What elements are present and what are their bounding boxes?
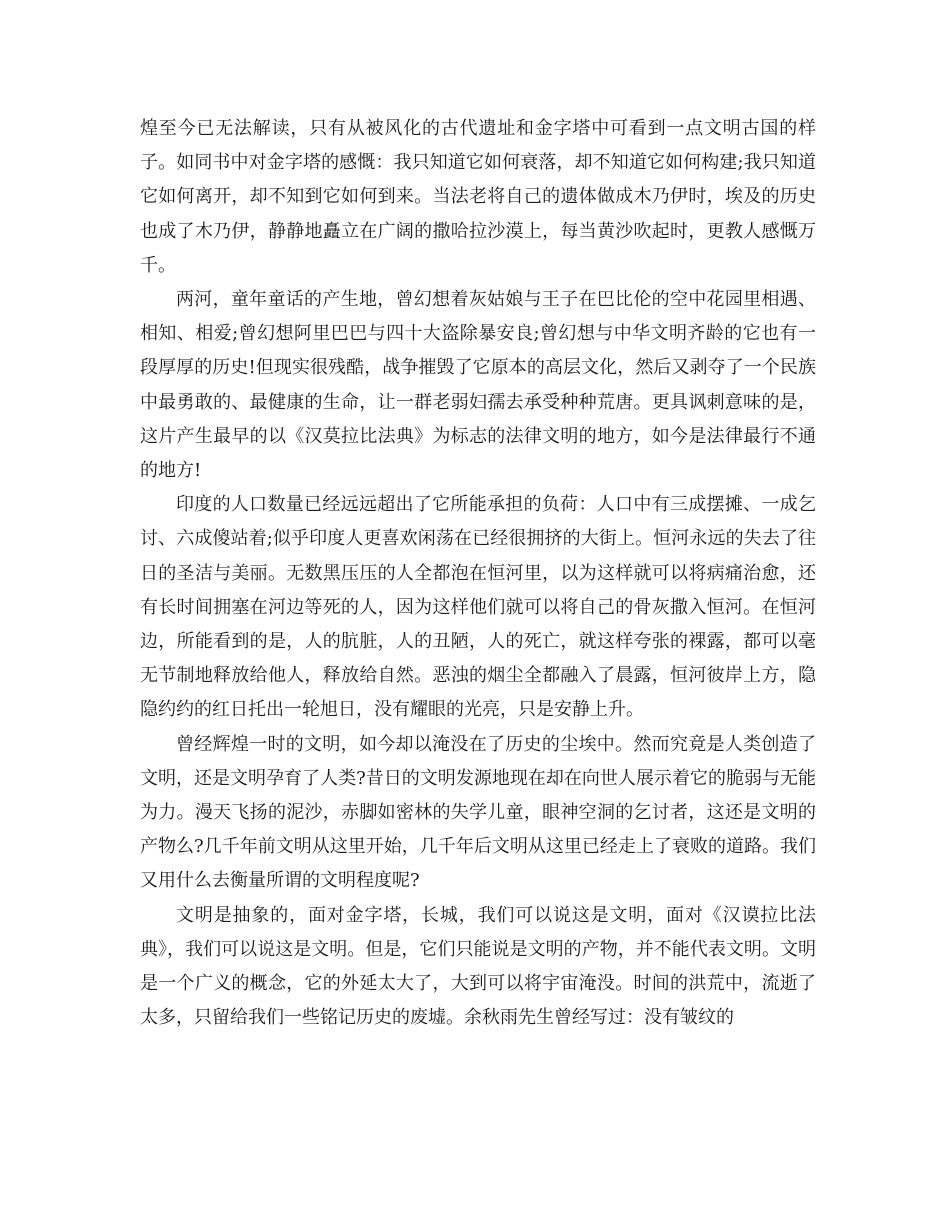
paragraph-india: 印度的人口数量已经远远超出了它所能承担的负荷：人口中有三成摆摊、一成乞讨、六成傻站着;似乎印度人更喜欢闲荡在已经很拥挤的大街上。恒河永远的失去了往日的圣洁与美丽。无数黑压压的人全都泡在恒河里，以为这样就可以将病痛治愈，还有长时间拥塞在河边等死的人，因为这样他们就可以将自己的骨灰撒入恒河。在恒河边，所能看到的是，人的肮脏，人的丑陋，人的死亡，就这样夸张的裸露，都可以毫无节制地释放给他人，释放给自然。恶浊的烟尘全都融入了晨露，恒河彼岸上方，隐隐约约的红日托出一轮旭日，没有耀眼的光亮，只是安静上升。 [140, 494, 816, 721]
paragraph-civilization-decline: 曾经辉煌一时的文明，如今却以淹没在了历史的尘埃中。然而究竟是人类创造了文明，还是文明孕育了人类?昔日的文明发源地现在却在向世人展示着它的脆弱与无能为力。漫天飞扬的泥沙，赤脚如密林的失学儿童，眼神空洞的乞讨者，这还是文明的产物么?几千年前文明从这里开始，几千年后文明从这里已经走上了衰败的道路。我们又用什么去衡量所谓的文明程度呢? [140, 733, 816, 892]
paragraph-two-rivers: 两河，童年童话的产生地，曾幻想着灰姑娘与王子在巴比伦的空中花园里相遇、相知、相爱;曾幻想阿里巴巴与四十大盗除暴安良;曾幻想与中华文明齐龄的它也有一段厚厚的历史!但现实很残酷，战争摧毁了它原本的高层文化，然后又剥夺了一个民族中最勇敢的、最健康的生命，让一群老弱妇孺去承受种种荒唐。更具讽刺意味的是，这片产生最早的以《汉莫拉比法典》为标志的法律文明的地方，如今是法律最行不通的地方! [140, 289, 816, 482]
document-body [140, 112, 816, 1035]
paragraph-egypt-continued: 煌至今已无法解读，只有从被风化的古代遗址和金字塔中可看到一点文明古国的样子。如同书中对金字塔的感慨：我只知道它如何衰落，却不知道它如何构建;我只知道它如何离开，却不知到它如何到来。当法老将自己的遗体做成木乃伊时，埃及的历史也成了木乃伊，静静地矗立在广阔的撒哈拉沙漠上，每当黄沙吹起时，更教人感慨万千。 [140, 118, 816, 276]
paragraph-civilization-abstract: 文明是抽象的，面对金字塔，长城，我们可以说这是文明，面对《汉谟拉比法典》，我们可以说这是文明。但是，它们只能说是文明的产物，并不能代表文明。文明是一个广义的概念，它的外延太大了，大到可以将宇宙淹没。时间的洪荒中，流逝了太多，只留给我们一些铭记历史的废墟。余秋雨先生曾经写过：没有皱纹的 [140, 904, 816, 1029]
